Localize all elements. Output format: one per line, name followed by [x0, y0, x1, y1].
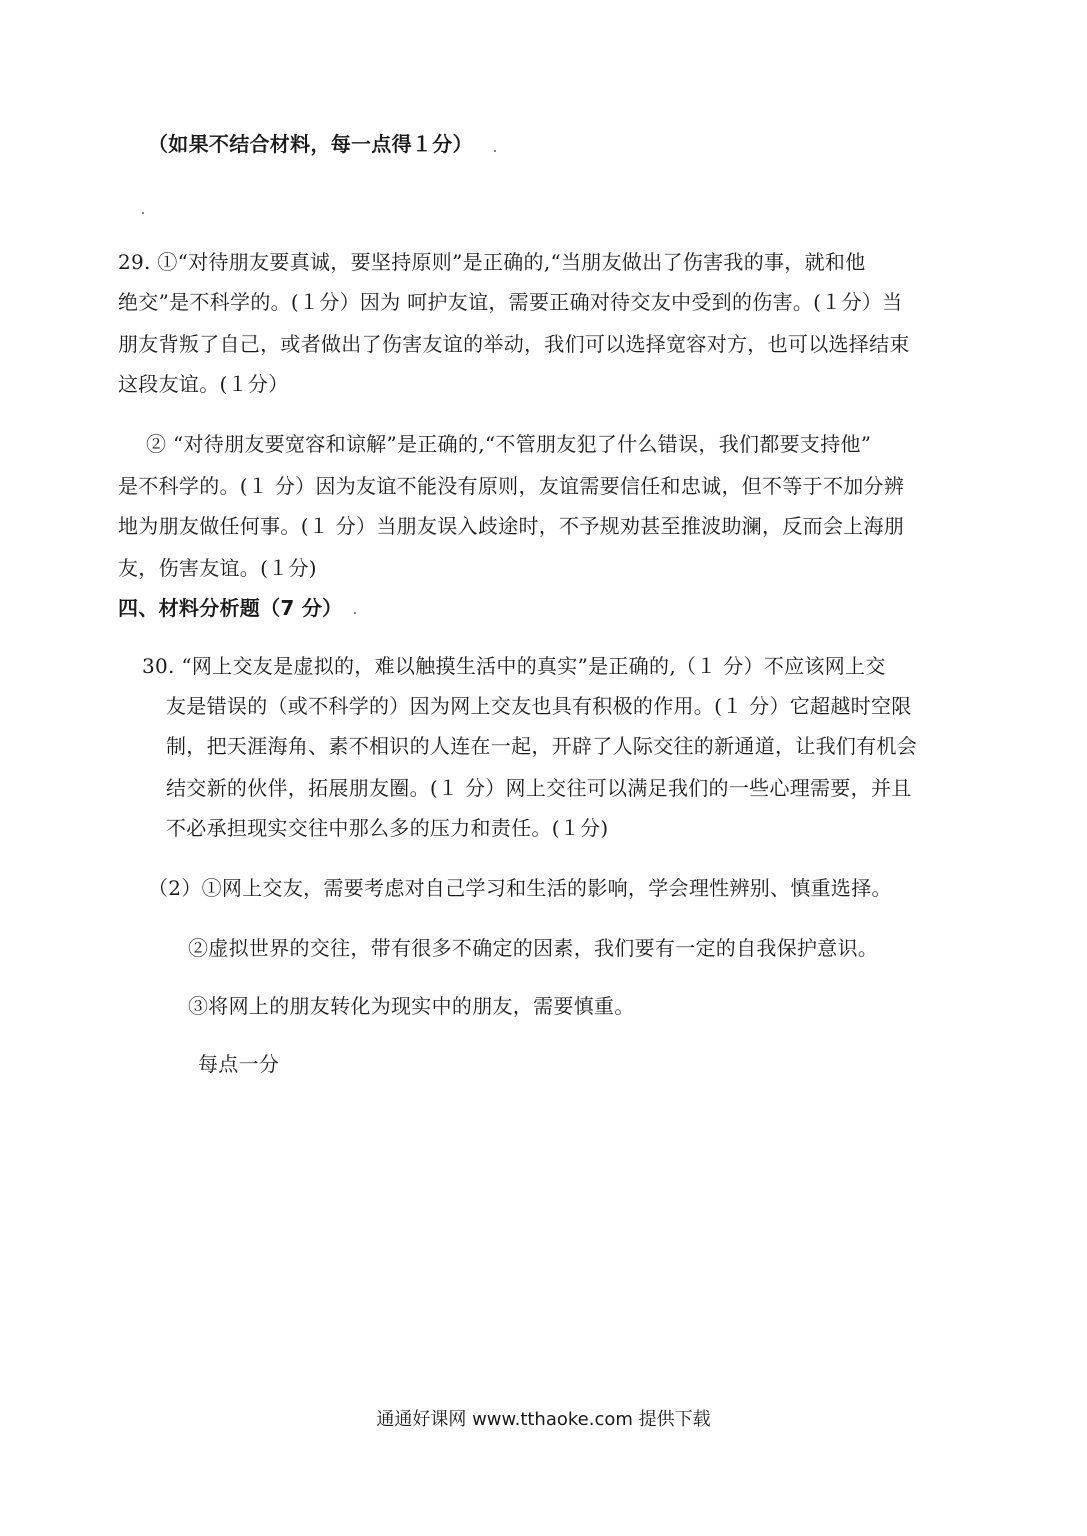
q30-line-4: 结交新的伙伴，拓展朋友圈。(１ 分）网上交往可以满足我们的一些心理需要，并且: [166, 776, 912, 800]
q29-line-2: 绝交”是不科学的。(１分）因为 呵护友谊，需要正确对待交友中受到的伤害。(１分）当: [118, 290, 903, 314]
q29-line-4: 这段友谊。(１分）: [118, 372, 289, 396]
scoring-note: （如果不结合材料，每一点得１分）: [148, 132, 473, 156]
q29-part2-line-2: 是不科学的。(１ 分）因为友谊不能没有原则，友谊需要信任和忠诚，但不等于不加分辨: [118, 474, 905, 498]
footer-source: 通通好课网 www.tthaoke.com 提供下载: [376, 1409, 711, 1430]
q29-part2-line-4: 友，伤害友谊。(１分): [118, 556, 317, 580]
q30-line-3: 制，把天涯海角、素不相识的人连在一起，开辟了人际交往的新通道，让我们有机会: [166, 734, 918, 758]
scan-dot: [494, 150, 496, 152]
q30-line-5: 不必承担现实交往中那么多的压力和责任。(１分): [166, 816, 609, 840]
q29-part2-line-1: ② “对待朋友要宽容和谅解”是正确的,“不管朋友犯了什么错误，我们都要支持他”: [146, 432, 872, 456]
q30-line-1: 30. “网上交友是虚拟的，难以触摸生活中的真实”是正确的,（１ 分）不应该网上交: [142, 654, 886, 678]
q29-line-1: 29. ①“对待朋友要真诚，要坚持原则”是正确的,“当朋友做出了伤害我的事，就和他: [118, 250, 866, 274]
q30-line-2: 友是错误的（或不科学的）因为网上交友也具有积极的作用。(１ 分）它超越时空限: [166, 694, 912, 718]
q30-part2-line-1: （2）①网上交友，需要考虑对自己学习和生活的影响，学会理性辨别、慎重选择。: [148, 876, 892, 900]
q29-line-3: 朋友背叛了自己，或者做出了伤害友谊的举动，我们可以选择宽容对方，也可以选择结束: [118, 332, 910, 356]
scan-dot: [354, 612, 356, 614]
q30-part2-line-2: ②虚拟世界的交往，带有很多不确定的因素，我们要有一定的自我保护意识。: [188, 936, 879, 960]
q29-part2-line-3: 地为朋友做任何事。(１ 分）当朋友误入歧途时，不予规劝甚至推波助澜，反而会上海朋: [118, 514, 905, 538]
q30-part2-line-3: ③将网上的朋友转化为现实中的朋友，需要慎重。: [188, 994, 635, 1018]
section-heading: 四、材料分析题（7 分）: [118, 596, 343, 620]
scan-dot: [142, 212, 144, 214]
q30-scoring: 每点一分: [198, 1052, 280, 1076]
